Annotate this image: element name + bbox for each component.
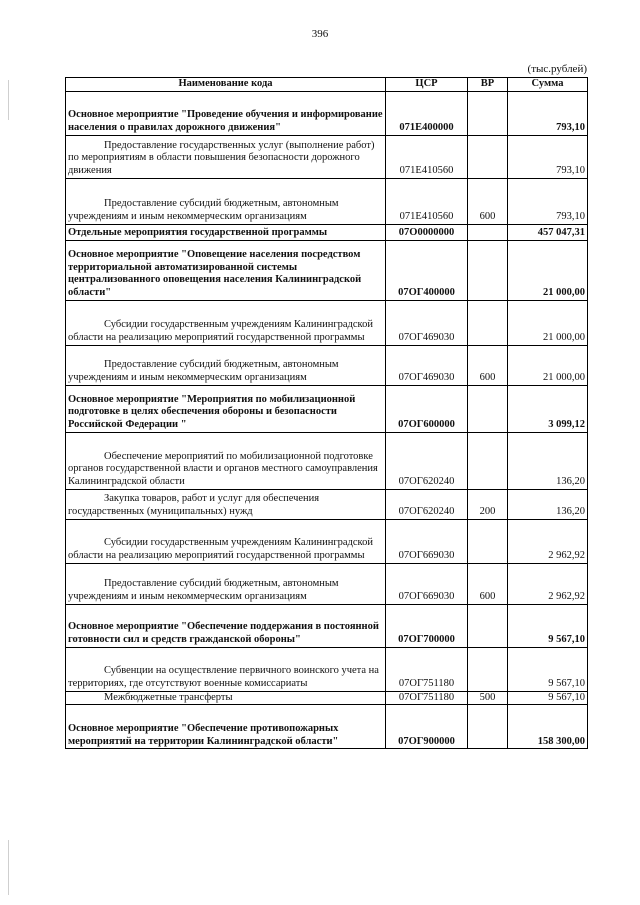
row-name-cell: Основное мероприятие "Обеспечение противопожарных мероприятий на территории Калининградской области": [66, 705, 386, 749]
budget-table: [65, 77, 588, 749]
table-row: [66, 705, 588, 749]
row-sum-cell: 21 000,00: [508, 300, 588, 345]
row-vr-cell: 200: [468, 489, 508, 519]
table-row: [66, 224, 588, 240]
row-name-cell: Межбюджетные трансферты: [66, 691, 386, 705]
row-csr-cell: 07ОГ620240: [386, 432, 468, 489]
row-name-cell: Субсидии государственным учреждениям Калининградской области на реализацию мероприятий государственной программы: [66, 300, 386, 345]
row-name-cell: Обеспечение мероприятий по мобилизационной подготовке органов государственной власти и органов местного самоуправления Калининградской области: [66, 432, 386, 489]
row-sum-cell: 793,10: [508, 135, 588, 178]
row-vr-cell: [468, 240, 508, 300]
row-vr-cell: [468, 647, 508, 691]
row-sum-cell: 9 567,10: [508, 604, 588, 647]
row-sum-cell: 21 000,00: [508, 345, 588, 385]
row-name-cell: Основное мероприятие "Проведение обучения и информирование населения о правилах дорожного движения": [66, 91, 386, 135]
row-csr-cell: 07ОГ620240: [386, 489, 468, 519]
row-csr-cell: 07ОГ751180: [386, 691, 468, 705]
row-vr-cell: [468, 519, 508, 563]
row-vr-cell: 600: [468, 178, 508, 224]
row-name-cell: Субсидии государственным учреждениям Калининградской области на реализацию мероприятий государственной программы: [66, 519, 386, 563]
table-row: [66, 489, 588, 519]
row-sum-cell: 158 300,00: [508, 705, 588, 749]
row-name-cell: Основное мероприятие "Оповещение населения посредством территориальной автоматизированной системы централизованного оповещения населения Калининградской области": [66, 240, 386, 300]
row-sum-cell: 2 962,92: [508, 563, 588, 604]
table-row: [66, 240, 588, 300]
row-name-cell: Предоставление субсидий бюджетным, автономным учреждениям и иным некоммерческим организациям: [66, 563, 386, 604]
row-sum-cell: 2 962,92: [508, 519, 588, 563]
row-csr-cell: 07ОГ700000: [386, 604, 468, 647]
table-row: [66, 91, 588, 135]
scan-edge-mark: [8, 80, 9, 120]
table-row: [66, 432, 588, 489]
table-row: [66, 178, 588, 224]
row-sum-cell: 9 567,10: [508, 647, 588, 691]
row-csr-cell: 07ОГ751180: [386, 647, 468, 691]
column-header-sum: Сумма: [508, 78, 588, 92]
table-row: [66, 604, 588, 647]
row-vr-cell: 600: [468, 563, 508, 604]
row-vr-cell: 600: [468, 345, 508, 385]
row-vr-cell: [468, 385, 508, 432]
row-csr-cell: 07ОГ669030: [386, 563, 468, 604]
row-sum-cell: 793,10: [508, 178, 588, 224]
table-row: [66, 135, 588, 178]
row-name-cell: Основное мероприятие "Мероприятия по мобилизационной подготовке в целях обеспечения обороны и безопасности Российской Федерации ": [66, 385, 386, 432]
row-csr-cell: 07ОГ900000: [386, 705, 468, 749]
table-row: [66, 563, 588, 604]
row-name-cell: Предоставление субсидий бюджетным, автономным учреждениям и иным некоммерческим организациям: [66, 178, 386, 224]
table-row: [66, 385, 588, 432]
units-label: (тыс.рублей): [527, 63, 587, 75]
row-sum-cell: 9 567,10: [508, 691, 588, 705]
row-csr-cell: 07ОГ469030: [386, 300, 468, 345]
row-name-cell: Субвенции на осуществление первичного воинского учета на территориях, где отсутствуют военные комиссариаты: [66, 647, 386, 691]
row-name-cell: Предоставление государственных услуг (выполнение работ) по мероприятиям в области повышения безопасности дорожного движения: [66, 135, 386, 178]
row-name-cell: Закупка товаров, работ и услуг для обеспечения государственных (муниципальных) нужд: [66, 489, 386, 519]
row-vr-cell: [468, 604, 508, 647]
row-vr-cell: [468, 705, 508, 749]
column-header-name: Наименование кода: [66, 78, 386, 92]
row-sum-cell: 457 047,31: [508, 224, 588, 240]
column-header-csr: ЦСР: [386, 78, 468, 92]
row-vr-cell: [468, 224, 508, 240]
row-vr-cell: [468, 91, 508, 135]
row-csr-cell: 071Е400000: [386, 91, 468, 135]
row-csr-cell: 071Е410560: [386, 178, 468, 224]
row-csr-cell: 07ОГ669030: [386, 519, 468, 563]
row-sum-cell: 793,10: [508, 91, 588, 135]
row-name-cell: Предоставление субсидий бюджетным, автономным учреждениям и иным некоммерческим организациям: [66, 345, 386, 385]
table-header-row: [66, 78, 588, 92]
table-row: [66, 345, 588, 385]
table-row: [66, 691, 588, 705]
row-sum-cell: 3 099,12: [508, 385, 588, 432]
row-csr-cell: 07ОГ600000: [386, 385, 468, 432]
row-vr-cell: [468, 135, 508, 178]
row-sum-cell: 21 000,00: [508, 240, 588, 300]
row-name-cell: Отдельные мероприятия государственной программы: [66, 224, 386, 240]
column-header-vr: ВР: [468, 78, 508, 92]
row-csr-cell: 07ОГ400000: [386, 240, 468, 300]
row-vr-cell: [468, 432, 508, 489]
row-vr-cell: 500: [468, 691, 508, 705]
row-sum-cell: 136,20: [508, 489, 588, 519]
page-number: 396: [311, 28, 329, 40]
row-csr-cell: 07ОГ469030: [386, 345, 468, 385]
table-row: [66, 519, 588, 563]
table-row: [66, 647, 588, 691]
row-sum-cell: 136,20: [508, 432, 588, 489]
row-name-cell: Основное мероприятие "Обеспечение поддержания в постоянной готовности сил и средств гражданской обороны": [66, 604, 386, 647]
table-row: [66, 300, 588, 345]
row-csr-cell: 07О0000000: [386, 224, 468, 240]
row-csr-cell: 071Е410560: [386, 135, 468, 178]
scan-edge-mark: [8, 840, 9, 895]
row-vr-cell: [468, 300, 508, 345]
